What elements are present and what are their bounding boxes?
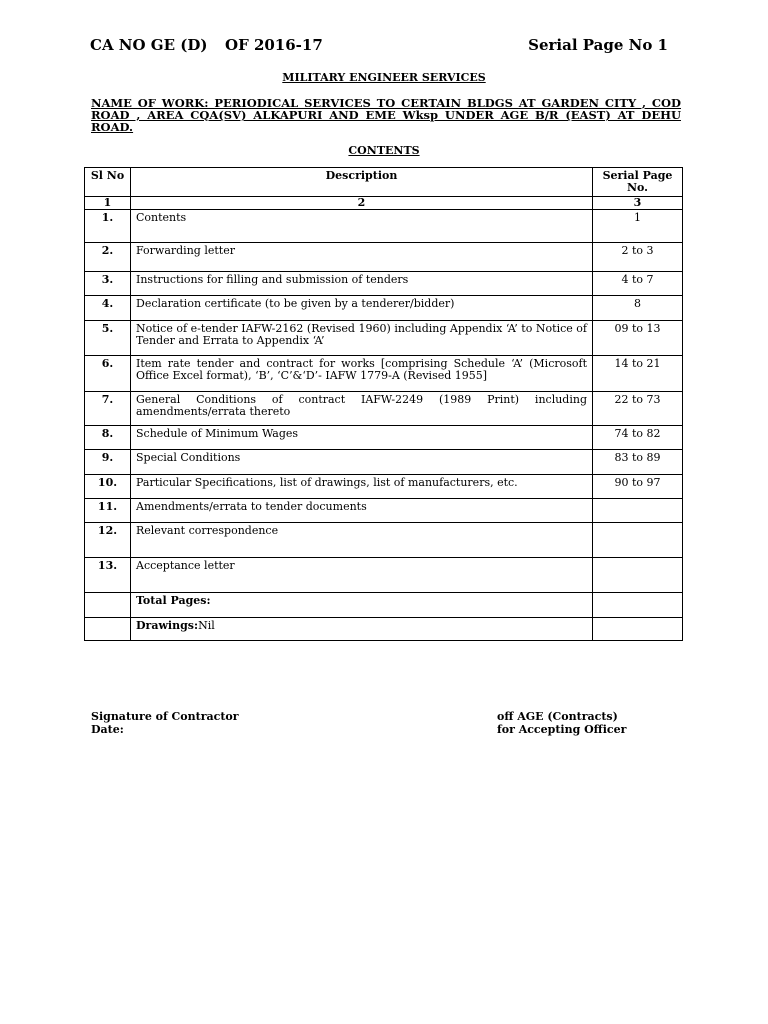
row-page: 83 to 89 — [593, 450, 683, 475]
row-sl: 13. — [85, 558, 131, 593]
organization-title: MILITARY ENGINEER SERVICES — [282, 71, 486, 84]
row-sl: 4. — [85, 296, 131, 321]
row-description: Amendments/errata to tender documents — [131, 499, 593, 523]
table-row — [85, 426, 683, 450]
table-row — [85, 523, 683, 558]
row-page — [593, 499, 683, 523]
drawings-label: Drawings: — [136, 619, 199, 632]
row-description: Particular Specifications, list of drawings, list of manufacturers, etc. — [131, 475, 593, 499]
table-row — [85, 356, 683, 392]
row-description: Contents — [131, 210, 593, 243]
row-sl: 9. — [85, 450, 131, 475]
table-row — [85, 321, 683, 356]
row-sl: 12. — [85, 523, 131, 558]
row-description: Special Conditions — [131, 450, 593, 475]
drawings-row — [85, 618, 683, 641]
accepting-officer-block — [497, 710, 626, 736]
row-sl: 5. — [85, 321, 131, 356]
row-page — [593, 558, 683, 593]
row-description: Item rate tender and contract for works [comprising Schedule ‘A’ (Microsoft Office Excel format), ‘B’, ‘C’&‘D’- IAFW 1779-A (Revised 1955] — [131, 356, 593, 392]
row-description: Acceptance letter — [131, 558, 593, 593]
row-sl: 6. — [85, 356, 131, 392]
table-header-row — [85, 168, 683, 197]
row-sl: 10. — [85, 475, 131, 499]
row-description: Notice of e-tender IAFW-2162 (Revised 1960) including Appendix ‘A’ to Notice of Tender and Errata to Appendix ‘A’ — [131, 321, 593, 356]
table-row — [85, 210, 683, 243]
row-page: 74 to 82 — [593, 426, 683, 450]
table-row — [85, 243, 683, 272]
row-page: 4 to 7 — [593, 272, 683, 296]
table-row — [85, 499, 683, 523]
col-number-2: 2 — [131, 197, 593, 210]
table-row — [85, 296, 683, 321]
col-number-3: 3 — [593, 197, 683, 210]
contractor-signature-block — [91, 710, 239, 736]
signature-date: Date: — [91, 723, 124, 736]
row-page — [593, 523, 683, 558]
col-number-1: 1 — [85, 197, 131, 210]
table-row — [85, 558, 683, 593]
drawings-value: Nil — [198, 619, 215, 632]
row-description: Declaration certificate (to be given by a tenderer/bidder) — [131, 296, 593, 321]
col-header-sl: Sl No — [85, 168, 131, 197]
row-sl: 1. — [85, 210, 131, 243]
contents-title: CONTENTS — [348, 144, 420, 157]
officer-role: off AGE (Contracts) — [497, 710, 618, 723]
column-number-row — [85, 197, 683, 210]
row-sl: 2. — [85, 243, 131, 272]
row-sl: 7. — [85, 392, 131, 426]
row-sl: 8. — [85, 426, 131, 450]
row-description: Schedule of Minimum Wages — [131, 426, 593, 450]
col-header-description: Description — [131, 168, 593, 197]
row-page: 22 to 73 — [593, 392, 683, 426]
row-description: General Conditions of contract IAFW-2249 (1989 Print) including amendments/errata thereto — [131, 392, 593, 426]
row-page: 8 — [593, 296, 683, 321]
row-page: 90 to 97 — [593, 475, 683, 499]
total-pages-row — [85, 593, 683, 618]
total-pages-label: Total Pages: — [131, 593, 593, 618]
table-row — [85, 450, 683, 475]
drawings-cell — [131, 618, 593, 641]
signature-of-contractor: Signature of Contractor — [91, 710, 239, 723]
table-row — [85, 475, 683, 499]
row-page: 14 to 21 — [593, 356, 683, 392]
accepting-officer: for Accepting Officer — [497, 723, 627, 736]
row-page: 1 — [593, 210, 683, 243]
col-header-serial-page: Serial Page No. — [593, 168, 683, 197]
table-row — [85, 272, 683, 296]
row-description: Relevant correspondence — [131, 523, 593, 558]
name-of-work: NAME OF WORK: PERIODICAL SERVICES TO CERTAIN BLDGS AT GARDEN CITY , COD ROAD , AREA CQA(SV) ALKAPURI AND EME Wksp UNDER AGE B/R (EAST) AT DEHU ROAD. — [91, 96, 681, 134]
row-description: Forwarding letter — [131, 243, 593, 272]
table-row — [85, 392, 683, 426]
row-sl: 3. — [85, 272, 131, 296]
contents-table — [84, 167, 683, 641]
contract-year: OF 2016-17 — [225, 36, 323, 54]
contract-number: CA NO GE (D) — [90, 36, 208, 54]
row-page: 09 to 13 — [593, 321, 683, 356]
row-page: 2 to 3 — [593, 243, 683, 272]
row-sl: 11. — [85, 499, 131, 523]
serial-page-number: Serial Page No 1 — [528, 36, 668, 54]
row-description: Instructions for filling and submission of tenders — [131, 272, 593, 296]
